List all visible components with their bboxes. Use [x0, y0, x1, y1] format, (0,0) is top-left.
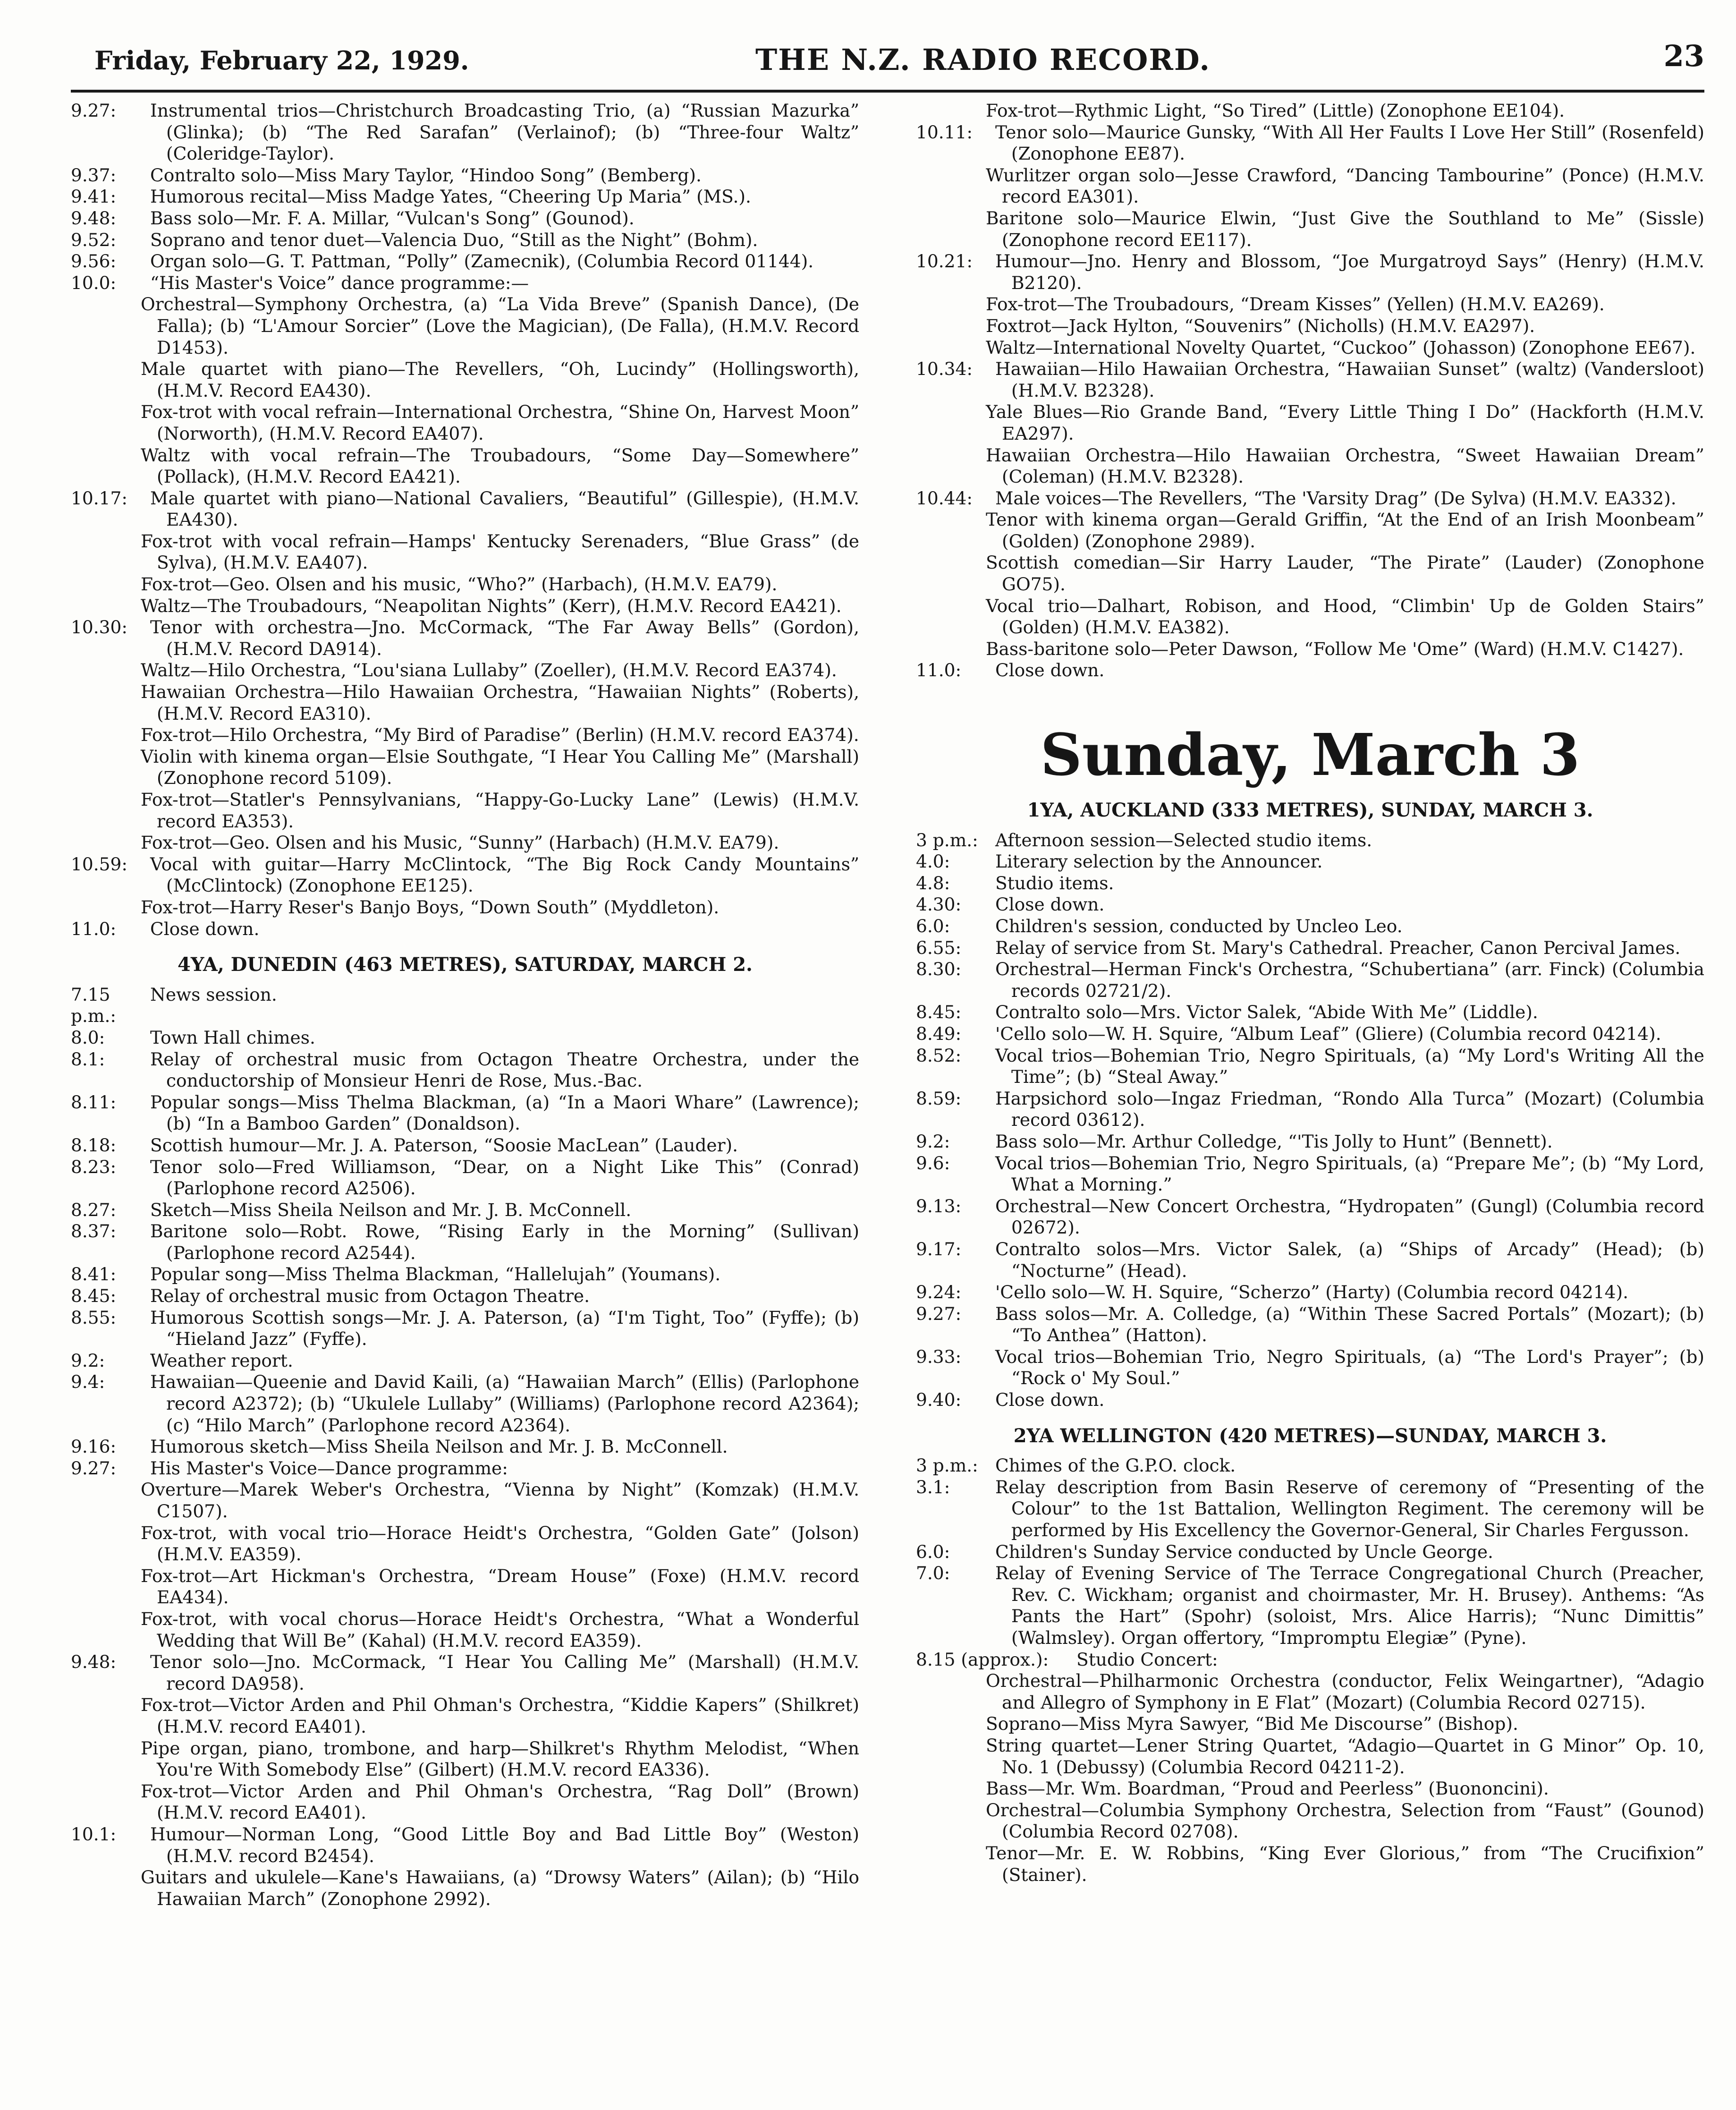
programme-entry: [916, 1131, 1704, 1153]
entry-text: Pipe organ, piano, trombone, and harp—Shilkret's Rhythm Melodist, “When You're With Somebody Else” (Gilbert) (H.M.V. record EA336).: [141, 1737, 859, 1780]
entry-time: 8.11:: [71, 1091, 117, 1113]
right-column: [916, 100, 1704, 1886]
entry-time: 9.56:: [71, 251, 117, 272]
programme-entry: [71, 574, 859, 596]
entry-text: Baritone solo—Maurice Elwin, “Just Give the Southland to Me” (Sissle) (Zonophone record EE117).: [986, 207, 1704, 250]
entry-time: 9.2:: [71, 1350, 105, 1371]
entry-text: Children's Sunday Service conducted by Uncle George.: [995, 1541, 1493, 1562]
entry-time: 8.30:: [916, 959, 962, 980]
entry-text: Hawaiian—Hilo Hawaiian Orchestra, “Hawaiian Sunset” (waltz) (Vandersloot) (H.M.V. B2328).: [995, 358, 1704, 401]
entry-time: 9.40:: [916, 1389, 962, 1411]
entry-text: Waltz—The Troubadours, “Neapolitan Nights” (Kerr), (H.M.V. Record EA421).: [141, 595, 842, 616]
programme-entry: [71, 1565, 859, 1608]
entry-text: Fox-trot—Harry Reser's Banjo Boys, “Down South” (Myddleton).: [141, 896, 720, 918]
entry-text: Humour—Norman Long, “Good Little Boy and Bad Little Boy” (Weston) (H.M.V. record B2454).: [150, 1823, 859, 1866]
entry-time: 10.11:: [916, 121, 973, 143]
entry-time: 9.16:: [71, 1436, 117, 1457]
entry-text: Vocal trios—Bohemian Trio, Negro Spirituals, (a) “Prepare Me”; (b) “My Lord, What a Morning.”: [995, 1152, 1704, 1195]
programme-entry: [71, 724, 859, 746]
programme-entry: [71, 1694, 859, 1737]
programme-entry: [71, 165, 859, 187]
entry-text: Orchestral—Philharmonic Orchestra (conductor, Felix Weingartner), “Adagio and Allegro of Symphony in E Flat” (Mozart) (Columbia Record 02715).: [986, 1670, 1704, 1713]
entry-text: String quartet—Lener String Quartet, “Adagio—Quartet in G Minor” Op. 10, No. 1 (Debussy) (Columbia Record 04211-2).: [986, 1735, 1704, 1778]
programme-entry: [71, 1436, 859, 1458]
entry-text: Fox-trot—Rythmic Light, “So Tired” (Little) (Zonophone EE104).: [986, 100, 1565, 121]
entry-time: 3 p.m.:: [916, 829, 978, 851]
entry-time: 8.45:: [71, 1285, 117, 1307]
entry-time: 9.33:: [916, 1346, 962, 1367]
entry-text: Vocal trios—Bohemian Trio, Negro Spirituals, (a) “The Lord's Prayer”; (b) “Rock o' My Soul.”: [995, 1346, 1704, 1389]
entry-text: Vocal trios—Bohemian Trio, Negro Spirituals, (a) “My Lord's Writing All the Time”; (b) “Steal Away.”: [995, 1045, 1704, 1088]
entry-time: 9.4:: [71, 1371, 105, 1393]
entry-text: His Master's Voice—Dance programme:: [150, 1457, 508, 1479]
programme-entry: [71, 186, 859, 208]
entry-text: Scottish comedian—Sir Harry Lauder, “The Pirate” (Lauder) (Zonophone GO75).: [986, 552, 1704, 595]
entry-time: 6.55:: [916, 937, 962, 958]
programme-entry: [916, 830, 1704, 851]
entry-time: 6.0:: [916, 1541, 950, 1562]
programme-entry: [916, 1088, 1704, 1131]
entry-time: 10.0:: [71, 272, 117, 293]
programme-entry: [916, 294, 1704, 315]
programme-entry: [71, 208, 859, 230]
entry-text: Fox-trot—Statler's Pennsylvanians, “Happy-Go-Lucky Lane” (Lewis) (H.M.V. record EA353).: [141, 789, 859, 832]
entry-time: 10.30:: [71, 617, 127, 638]
entry-time: 10.59:: [71, 853, 127, 875]
programme-list-right-b: [916, 830, 1704, 1411]
entry-time: 10.44:: [916, 487, 973, 509]
programme-entry: [916, 638, 1704, 660]
entry-text: Vocal with guitar—Harry McClintock, “The Big Rock Candy Mountains” (McClintock) (Zonophone EE125).: [150, 853, 859, 896]
programme-entry: [71, 1781, 859, 1824]
entry-text: Tenor solo—Maurice Gunsky, “With All Her Faults I Love Her Still” (Rosenfeld) (Zonophone EE87).: [995, 121, 1704, 164]
programme-entry: [71, 1458, 859, 1480]
entry-text: “His Master's Voice” dance programme:—: [150, 272, 529, 293]
entry-text: News session.: [150, 984, 277, 1005]
programme-entry: [71, 789, 859, 832]
entry-text: Hawaiian—Queenie and David Kaili, (a) “Hawaiian March” (Ellis) (Parlophone record A2372); (b) “Ukulele Lullaby” (Williams) (Parlophone record A2364); (c) “Hilo March” (Parlophone record A2364).: [150, 1371, 859, 1436]
entry-text: Fox-trot—The Troubadours, “Dream Kisses” (Yellen) (H.M.V. EA269).: [986, 294, 1605, 315]
entry-text: Fox-trot—Hilo Orchestra, “My Bird of Paradise” (Berlin) (H.M.V. record EA374).: [141, 724, 859, 746]
entry-text: Orchestral—New Concert Orchestra, “Hydropaten” (Gungl) (Columbia record 02672).: [995, 1195, 1704, 1238]
programme-list-right-c: [916, 1455, 1704, 1886]
programme-entry: [71, 1523, 859, 1565]
entry-time: 8.52:: [916, 1045, 962, 1066]
programme-entry: [71, 445, 859, 488]
entry-time: 8.23:: [71, 1156, 117, 1177]
entry-text: Contralto solos—Mrs. Victor Salek, (a) “Ships of Arcady” (Head); (b) “Nocturne” (Head).: [995, 1238, 1704, 1281]
programme-entry: [916, 1153, 1704, 1196]
entry-text: Studio items.: [995, 872, 1114, 893]
entry-text: Weather report.: [150, 1350, 293, 1371]
entry-text: Bass-baritone solo—Peter Dawson, “Follow Me 'Ome” (Ward) (H.M.V. C1427).: [986, 638, 1684, 659]
programme-entry: [71, 251, 859, 272]
programme-entry: [916, 894, 1704, 916]
entry-text: Instrumental trios—Christchurch Broadcasting Trio, (a) “Russian Mazurka” (Glinka); (b) “The Red Sarafan” (Verlainof); (b) “Three-four Waltz” (Coleridge-Taylor).: [150, 100, 859, 164]
entry-time: 8.45:: [916, 1002, 962, 1023]
entry-time: 8.27:: [71, 1199, 117, 1220]
entry-text: Yale Blues—Rio Grande Band, “Every Little Thing I Do” (Hackforth (H.M.V. EA297).: [986, 401, 1704, 444]
programme-entry: [916, 401, 1704, 444]
entry-text: Town Hall chimes.: [150, 1027, 315, 1048]
programme-entry: [71, 832, 859, 854]
programme-entry: [71, 1651, 859, 1694]
programme-list-left-a: [71, 100, 859, 940]
entry-text: Tenor solo—Jno. McCormack, “I Hear You Calling Me” (Marshall) (H.M.V. record DA958).: [150, 1651, 859, 1694]
entry-time: 8.37:: [71, 1221, 117, 1242]
programme-entry: [916, 596, 1704, 638]
entry-time: 10.17:: [71, 487, 127, 509]
programme-entry: [916, 873, 1704, 894]
page-header: [71, 34, 1704, 86]
entry-time: 3.1:: [916, 1476, 950, 1497]
entry-text: Fox-trot—Art Hickman's Orchestra, “Dream House” (Foxe) (H.M.V. record EA434).: [141, 1565, 859, 1608]
programme-entry: [71, 1157, 859, 1200]
entry-text: Popular songs—Miss Thelma Blackman, (a) “In a Maori Whare” (Lawrence); (b) “In a Bamboo Garden” (Donaldson).: [150, 1091, 859, 1134]
programme-entry: [71, 1824, 859, 1867]
entry-text: Fox-trot—Geo. Olsen and his music, “Who?” (Harbach), (H.M.V. EA79).: [141, 574, 778, 595]
entry-time: 8.59:: [916, 1088, 962, 1109]
programme-entry: [916, 937, 1704, 959]
programme-entry: [71, 681, 859, 724]
programme-entry: [71, 1092, 859, 1135]
programme-entry: [71, 401, 859, 444]
header-rule: [71, 90, 1704, 93]
programme-entry: [916, 1282, 1704, 1303]
entry-time: 8.15 (approx.):: [916, 1649, 1049, 1670]
programme-entry: [71, 488, 859, 531]
entry-time: 10.34:: [916, 358, 973, 380]
entry-text: Orchestral—Columbia Symphony Orchestra, Selection from “Faust” (Gounod) (Columbia Record 02708).: [986, 1799, 1704, 1842]
entry-text: Contralto solo—Miss Mary Taylor, “Hindoo Song” (Bemberg).: [150, 164, 702, 186]
programme-entry: [71, 617, 859, 660]
entry-text: Fox-trot with vocal refrain—Hamps' Kentucky Serenaders, “Blue Grass” (de Sylva), (H.M.V. EA407).: [141, 530, 859, 573]
entry-text: Fox-trot, with vocal trio—Horace Heidt's Orchestra, “Golden Gate” (Jolson) (H.M.V. EA359).: [141, 1522, 859, 1565]
entry-text: Soprano—Miss Myra Sawyer, “Bid Me Discourse” (Bishop).: [986, 1713, 1518, 1735]
programme-entry: [71, 660, 859, 681]
programme-entry: [916, 1239, 1704, 1282]
programme-entry: [916, 1843, 1704, 1886]
entry-text: Scottish humour—Mr. J. A. Paterson, “Soosie MacLean” (Lauder).: [150, 1134, 738, 1156]
programme-entry: [916, 1800, 1704, 1843]
programme-entry: [916, 100, 1704, 122]
programme-entry: [916, 1196, 1704, 1239]
programme-entry: [71, 1350, 859, 1372]
entry-text: Fox-trot—Victor Arden and Phil Ohman's Orchestra, “Rag Doll” (Brown) (H.M.V. record EA401).: [141, 1780, 859, 1823]
section-heading-wellington: 2YA WELLINGTON (420 METRES)—SUNDAY, MARCH 3.: [1013, 1424, 1607, 1447]
entry-text: Humorous recital—Miss Madge Yates, “Cheering Up Maria” (MS.).: [150, 186, 751, 207]
programme-entry: [916, 1477, 1704, 1541]
programme-entry: [71, 1264, 859, 1285]
programme-entry: [71, 746, 859, 789]
entry-time: 10.21:: [916, 251, 973, 272]
entry-text: Relay of Evening Service of The Terrace Congregational Church (Preacher, Rev. C. Wickham; organist and choirmaster, Mr. H. Brusey). Anthems: “As Pants the Hart” (Spohr) (soloist, Mrs. Alice Harris); “Nunc Dimittis” (Walmsley). Organ offertory, “Impromptu Elegiæ” (Pyne).: [995, 1563, 1704, 1648]
entry-text: Fox-trot—Geo. Olsen and his Music, “Sunny” (Harbach) (H.M.V. EA79).: [141, 832, 779, 853]
entry-text: Humorous sketch—Miss Sheila Neilson and Mr. J. B. McConnell.: [150, 1436, 728, 1457]
entry-text: Bass solo—Mr. F. A. Millar, “Vulcan's Song” (Gounod).: [150, 207, 635, 229]
programme-entry: [916, 1649, 1704, 1671]
entry-time: 9.48:: [71, 207, 117, 229]
entry-time: 9.27:: [916, 1303, 962, 1324]
programme-entry: [916, 337, 1704, 359]
programme-list-left-b: [71, 984, 859, 1910]
entry-text: Violin with kinema organ—Elsie Southgate, “I Hear You Calling Me” (Marshall) (Zonophone record 5109).: [141, 746, 859, 789]
entry-text: Close down.: [150, 918, 260, 939]
entry-time: 9.24:: [916, 1282, 962, 1303]
entry-time: 8.1:: [71, 1048, 105, 1070]
programme-entry: [71, 596, 859, 617]
entry-text: Bass solo—Mr. Arthur Colledge, “'Tis Jolly to Hunt” (Bennett).: [995, 1131, 1553, 1152]
programme-entry: [916, 1002, 1704, 1023]
entry-text: Relay of orchestral music from Octagon Theatre.: [150, 1285, 590, 1307]
left-column: [71, 100, 859, 1910]
entry-time: 7.15 p.m.:: [71, 984, 117, 1027]
entry-time: 9.52:: [71, 229, 117, 250]
entry-text: Waltz with vocal refrain—The Troubadours, “Some Day—Somewhere” (Pollack), (H.M.V. Record EA421).: [141, 444, 859, 487]
entry-time: 9.2:: [916, 1131, 950, 1152]
entry-time: 9.17:: [916, 1238, 962, 1259]
entry-text: Waltz—Hilo Orchestra, “Lou'siana Lullaby” (Zoeller), (H.M.V. Record EA374).: [141, 660, 837, 681]
entry-text: Literary selection by the Announcer.: [995, 851, 1323, 872]
programme-entry: [916, 1778, 1704, 1800]
day-heading: Sunday, March 3: [1040, 721, 1580, 789]
entry-text: Contralto solo—Mrs. Victor Salek, “Abide With Me” (Liddle).: [995, 1002, 1538, 1023]
section-heading-auckland: 1YA, AUCKLAND (333 METRES), SUNDAY, MARCH 3.: [1027, 799, 1593, 822]
programme-entry: [71, 358, 859, 401]
entry-time: 8.18:: [71, 1134, 117, 1156]
entry-time: 8.41:: [71, 1264, 117, 1285]
entry-time: 8.49:: [916, 1023, 962, 1044]
entry-text: Relay description from Basin Reserve of ceremony of “Presenting of the Colour” to the 1st Battalion, Wellington Regiment. The ceremony will be performed by His Excellency the Governor-General, Sir Charles Fergusson.: [995, 1476, 1704, 1541]
entry-text: Male quartet with piano—National Cavaliers, “Beautiful” (Gillespie), (H.M.V. EA430).: [150, 487, 859, 530]
programme-entry: [916, 488, 1704, 510]
entry-time: 9.27:: [71, 1457, 117, 1479]
programme-entry: [916, 1303, 1704, 1346]
entry-text: Vocal trio—Dalhart, Robison, and Hood, “Climbin' Up de Golden Stairs” (Golden) (H.M.V. EA382).: [986, 595, 1704, 638]
programme-entry: [71, 1200, 859, 1221]
entry-text: Chimes of the G.P.O. clock.: [995, 1455, 1236, 1476]
page-number: 23: [1663, 39, 1704, 73]
programme-entry: [916, 1346, 1704, 1389]
programme-entry: [916, 1045, 1704, 1088]
entry-text: Foxtrot—Jack Hylton, “Souvenirs” (Nicholls) (H.M.V. EA297).: [986, 315, 1535, 336]
entry-text: Tenor—Mr. E. W. Robbins, “King Ever Glorious,” from “The Crucifixion” (Stainer).: [986, 1842, 1704, 1885]
entry-time: 9.13:: [916, 1195, 962, 1217]
programme-entry: [71, 1221, 859, 1264]
programme-entry: [71, 1049, 859, 1092]
section-heading-dunedin: 4YA, DUNEDIN (463 METRES), SATURDAY, MARCH 2.: [178, 953, 753, 976]
programme-entry: [71, 1479, 859, 1522]
entry-text: Orchestral—Symphony Orchestra, (a) “La Vida Breve” (Spanish Dance), (De Falla); (b) “L'Amour Sorcier” (Love the Magician), (De Falla), (H.M.V. Record D1453).: [141, 294, 859, 358]
programme-entry: [71, 919, 859, 940]
entry-text: Wurlitzer organ solo—Jesse Crawford, “Dancing Tambourine” (Ponce) (H.M.V. record EA301).: [986, 164, 1704, 207]
entry-text: Male voices—The Revellers, “The 'Varsity Drag” (De Sylva) (H.M.V. EA332).: [995, 487, 1677, 509]
entry-text: Sketch—Miss Sheila Neilson and Mr. J. B. McConnell.: [150, 1199, 632, 1220]
programme-entry: [916, 358, 1704, 401]
entry-text: Humorous Scottish songs—Mr. J. A. Paterson, (a) “I'm Tight, Too” (Fyffe); (b) “Hieland Jazz” (Fyffe).: [150, 1307, 859, 1350]
programme-entry: [916, 509, 1704, 552]
entry-text: Studio Concert:: [1076, 1649, 1218, 1670]
entry-text: Popular song—Miss Thelma Blackman, “Hallelujah” (Youmans).: [150, 1264, 721, 1285]
programme-entry: [916, 1735, 1704, 1778]
entry-text: Organ solo—G. T. Pattman, “Polly” (Zamecnik), (Columbia Record 01144).: [150, 251, 814, 272]
entry-text: Overture—Marek Weber's Orchestra, “Vienna by Night” (Komzak) (H.M.V. C1507).: [141, 1479, 859, 1522]
entry-text: Tenor with kinema organ—Gerald Griffin, “At the End of an Irish Moonbeam” (Golden) (Zonophone 2989).: [986, 509, 1704, 552]
entry-time: 11.0:: [916, 660, 962, 681]
programme-entry: [71, 230, 859, 251]
entry-text: Close down.: [995, 660, 1105, 681]
programme-entry: [916, 1023, 1704, 1045]
entry-time: 8.0:: [71, 1027, 105, 1048]
entry-time: 6.0:: [916, 916, 950, 936]
programme-entry: [916, 851, 1704, 873]
programme-entry: [916, 1389, 1704, 1411]
programme-entry: [71, 294, 859, 358]
entry-time: 9.41:: [71, 186, 117, 207]
programme-entry: [71, 1027, 859, 1049]
programme-list-right-a: [916, 100, 1704, 681]
entry-text: Tenor solo—Fred Williamson, “Dear, on a Night Like This” (Conrad) (Parlophone record A2506).: [150, 1156, 859, 1199]
entry-text: Children's session, conducted by Uncleo Leo.: [995, 916, 1403, 936]
entry-text: Hawaiian Orchestra—Hilo Hawaiian Orchestra, “Hawaiian Nights” (Roberts), (H.M.V. Record EA310).: [141, 681, 859, 724]
programme-entry: [71, 854, 859, 897]
entry-text: Close down.: [995, 894, 1105, 915]
programme-entry: [916, 916, 1704, 937]
entry-text: Harpsichord solo—Ingaz Friedman, “Rondo Alla Turca” (Mozart) (Columbia record 03612).: [995, 1088, 1704, 1131]
entry-time: 7.0:: [916, 1563, 950, 1584]
entry-text: Orchestral—Herman Finck's Orchestra, “Schubertiana” (arr. Finck) (Columbia records 02721/2).: [995, 959, 1704, 1001]
entry-time: 4.0:: [916, 851, 950, 872]
issue-date: Friday, February 22, 1929.: [94, 45, 469, 76]
programme-entry: [71, 1738, 859, 1781]
entry-time: 9.48:: [71, 1651, 117, 1673]
entry-text: Bass—Mr. Wm. Boardman, “Proud and Peerless” (Buononcini).: [986, 1778, 1549, 1799]
programme-entry: [916, 445, 1704, 488]
entry-text: Relay of orchestral music from Octagon Theatre Orchestra, under the conductorship of Monsieur Henri de Rose, Mus.-Bac.: [150, 1048, 859, 1091]
programme-entry: [916, 552, 1704, 595]
programme-entry: [71, 100, 859, 165]
entry-time: 4.8:: [916, 872, 950, 893]
programme-entry: [916, 1563, 1704, 1649]
programme-entry: [71, 1135, 859, 1157]
programme-entry: [916, 1541, 1704, 1563]
publication-title: THE N.Z. RADIO RECORD.: [755, 43, 1211, 77]
entry-time: 9.27:: [71, 100, 117, 121]
programme-entry: [71, 897, 859, 919]
entry-text: Guitars and ukulele—Kane's Hawaiians, (a) “Drowsy Waters” (Ailan); (b) “Hilo Hawaiian March” (Zonophone 2992).: [141, 1867, 859, 1909]
entry-text: Close down.: [995, 1389, 1105, 1411]
entry-text: Baritone solo—Robt. Rowe, “Rising Early in the Morning” (Sullivan) (Parlophone record A2544).: [150, 1221, 859, 1263]
programme-entry: [916, 122, 1704, 165]
entry-text: 'Cello solo—W. H. Squire, “Album Leaf” (Gliere) (Columbia record 04214).: [995, 1023, 1661, 1044]
programme-entry: [71, 531, 859, 574]
programme-entry: [71, 1608, 859, 1651]
programme-entry: [916, 1713, 1704, 1735]
programme-entry: [916, 959, 1704, 1002]
entry-text: Soprano and tenor duet—Valencia Duo, “Still as the Night” (Bohm).: [150, 229, 758, 250]
entry-time: 9.6:: [916, 1152, 950, 1174]
entry-text: Fox-trot—Victor Arden and Phil Ohman's Orchestra, “Kiddie Kapers” (Shilkret) (H.M.V. record EA401).: [141, 1694, 859, 1737]
entry-time: 3 p.m.:: [916, 1455, 978, 1476]
programme-entry: [916, 208, 1704, 251]
entry-text: Fox-trot with vocal refrain—International Orchestra, “Shine On, Harvest Moon” (Norworth), (H.M.V. Record EA407).: [141, 401, 859, 444]
programme-entry: [916, 660, 1704, 681]
entry-time: 11.0:: [71, 918, 117, 939]
entry-time: 10.1:: [71, 1823, 117, 1845]
programme-entry: [71, 272, 859, 294]
entry-text: Tenor with orchestra—Jno. McCormack, “The Far Away Bells” (Gordon), (H.M.V. Record DA914).: [150, 617, 859, 659]
entry-text: Male quartet with piano—The Revellers, “Oh, Lucindy” (Hollingsworth), (H.M.V. Record EA430).: [141, 358, 859, 401]
entry-text: Fox-trot, with vocal chorus—Horace Heidt's Orchestra, “What a Wonderful Wedding that Will Be” (Kahal) (H.M.V. record EA359).: [141, 1608, 859, 1651]
programme-entry: [916, 165, 1704, 208]
entry-time: 8.55:: [71, 1307, 117, 1328]
programme-entry: [916, 1670, 1704, 1713]
entry-text: Hawaiian Orchestra—Hilo Hawaiian Orchestra, “Sweet Hawaiian Dream” (Coleman) (H.M.V. B2328).: [986, 444, 1704, 487]
entry-time: 9.37:: [71, 164, 117, 186]
programme-entry: [916, 315, 1704, 337]
entry-text: Humour—Jno. Henry and Blossom, “Joe Murgatroyd Says” (Henry) (H.M.V. B2120).: [995, 251, 1704, 293]
programme-entry: [71, 1285, 859, 1307]
programme-entry: [916, 1455, 1704, 1477]
programme-entry: [71, 1371, 859, 1436]
entry-text: Waltz—International Novelty Quartet, “Cuckoo” (Johasson) (Zonophone EE67).: [986, 337, 1696, 358]
programme-entry: [71, 984, 859, 1027]
programme-entry: [916, 251, 1704, 294]
programme-entry: [71, 1867, 859, 1910]
entry-text: Afternoon session—Selected studio items.: [995, 829, 1372, 851]
entry-text: Relay of service from St. Mary's Cathedral. Preacher, Canon Percival James.: [995, 937, 1681, 958]
entry-text: 'Cello solo—W. H. Squire, “Scherzo” (Harty) (Columbia record 04214).: [995, 1282, 1628, 1303]
entry-time: 4.30:: [916, 894, 962, 915]
programme-entry: [71, 1307, 859, 1350]
entry-text: Bass solos—Mr. A. Colledge, (a) “Within These Sacred Portals” (Mozart); (b) “To Anthea” (Hatton).: [995, 1303, 1704, 1346]
